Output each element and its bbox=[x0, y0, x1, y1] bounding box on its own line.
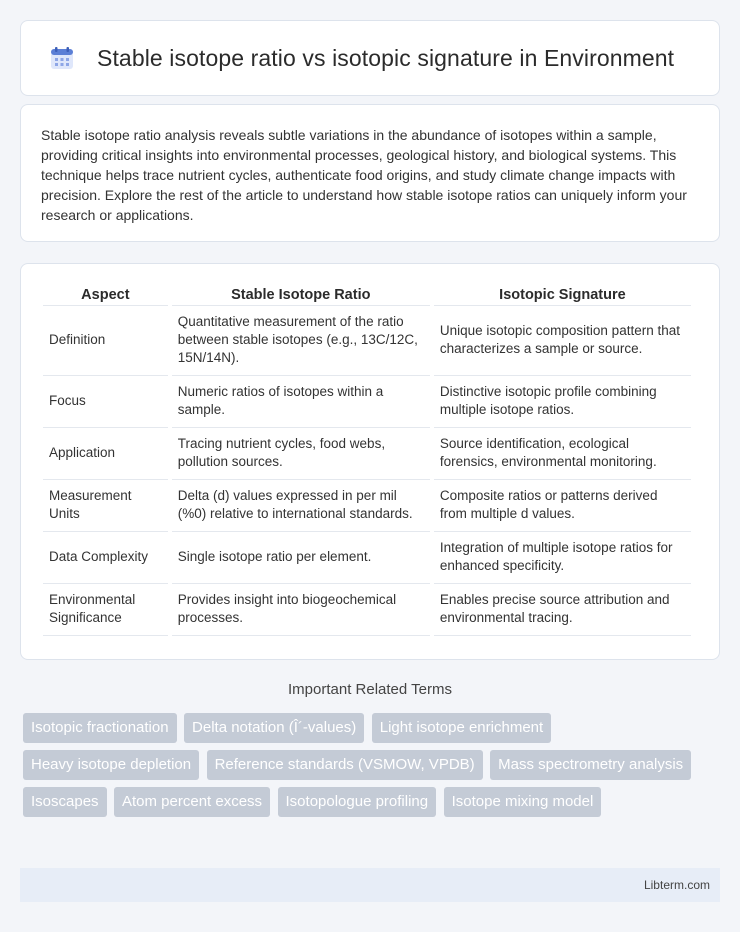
cell-stable-isotope-ratio: Delta (d) values expressed in per mil (%0) relative to international standards. bbox=[172, 480, 430, 532]
related-term-tag[interactable]: Light isotope enrichment bbox=[372, 713, 551, 743]
header-card bbox=[20, 20, 720, 96]
cell-aspect: Focus bbox=[43, 376, 168, 428]
intro-card bbox=[20, 104, 720, 242]
header-aspect: Aspect bbox=[43, 280, 168, 306]
comparison-table bbox=[39, 280, 695, 636]
header-isotopic-signature: Isotopic Signature bbox=[434, 280, 691, 306]
footer bbox=[20, 868, 720, 902]
cell-aspect: Environmental Significance bbox=[43, 584, 168, 636]
cell-stable-isotope-ratio: Numeric ratios of isotopes within a sample. bbox=[172, 376, 430, 428]
table-row bbox=[43, 584, 691, 636]
related-term-tag[interactable]: Isoscapes bbox=[23, 787, 107, 817]
cell-isotopic-signature: Source identification, ecological forensics, environmental monitoring. bbox=[434, 428, 691, 480]
related-term-tag[interactable]: Isotopologue profiling bbox=[278, 787, 437, 817]
cell-isotopic-signature: Enables precise source attribution and environmental tracing. bbox=[434, 584, 691, 636]
table-row bbox=[43, 428, 691, 480]
related-term-tag[interactable]: Reference standards (VSMOW, VPDB) bbox=[207, 750, 483, 780]
cell-isotopic-signature: Distinctive isotopic profile combining multiple isotope ratios. bbox=[434, 376, 691, 428]
footer-site-link[interactable]: Libterm.com bbox=[643, 878, 710, 892]
table-header-row bbox=[43, 280, 691, 306]
related-term-tag[interactable]: Heavy isotope depletion bbox=[23, 750, 199, 780]
related-term-tag[interactable]: Delta notation (Î´-values) bbox=[184, 713, 364, 743]
calendar-icon bbox=[49, 45, 75, 71]
table-row bbox=[43, 480, 691, 532]
page-title: Stable isotope ratio vs isotopic signature in Environment bbox=[97, 44, 675, 71]
cell-aspect: Application bbox=[43, 428, 168, 480]
related-term-tag[interactable]: Isotope mixing model bbox=[444, 787, 602, 817]
related-term-tag[interactable]: Isotopic fractionation bbox=[23, 713, 177, 743]
cell-isotopic-signature: Integration of multiple isotope ratios for enhanced specificity. bbox=[434, 532, 691, 584]
cell-stable-isotope-ratio: Single isotope ratio per element. bbox=[172, 532, 430, 584]
related-term-tag[interactable]: Atom percent excess bbox=[114, 787, 270, 817]
cell-stable-isotope-ratio: Tracing nutrient cycles, food webs, pollution sources. bbox=[172, 428, 430, 480]
cell-isotopic-signature: Composite ratios or patterns derived from multiple d values. bbox=[434, 480, 691, 532]
related-term-tag[interactable]: Mass spectrometry analysis bbox=[490, 750, 691, 780]
cell-stable-isotope-ratio: Quantitative measurement of the ratio between stable isotopes (e.g., 13C/12C, 15N/14N). bbox=[172, 306, 430, 376]
table-row bbox=[43, 532, 691, 584]
intro-text: Stable isotope ratio analysis reveals subtle variations in the abundance of isotopes within a sample, providing critical insights into environmental processes, geological history, and biological systems. This technique helps trace nutrient cycles, authenticate food origins, and study climate change impacts with precision. Explore the rest of the article to understand how stable isotope ratios can uniquely inform your research or applications. bbox=[41, 127, 687, 223]
related-terms-list bbox=[23, 713, 723, 824]
header-stable-isotope-ratio: Stable Isotope Ratio bbox=[172, 280, 430, 306]
cell-stable-isotope-ratio: Provides insight into biogeochemical processes. bbox=[172, 584, 430, 636]
cell-aspect: Definition bbox=[43, 306, 168, 376]
cell-aspect: Measurement Units bbox=[43, 480, 168, 532]
table-row bbox=[43, 376, 691, 428]
cell-isotopic-signature: Unique isotopic composition pattern that characterizes a sample or source. bbox=[434, 306, 691, 376]
table-row bbox=[43, 306, 691, 376]
cell-aspect: Data Complexity bbox=[43, 532, 168, 584]
related-terms-title: Important Related Terms bbox=[288, 681, 452, 698]
comparison-card bbox=[20, 263, 720, 660]
